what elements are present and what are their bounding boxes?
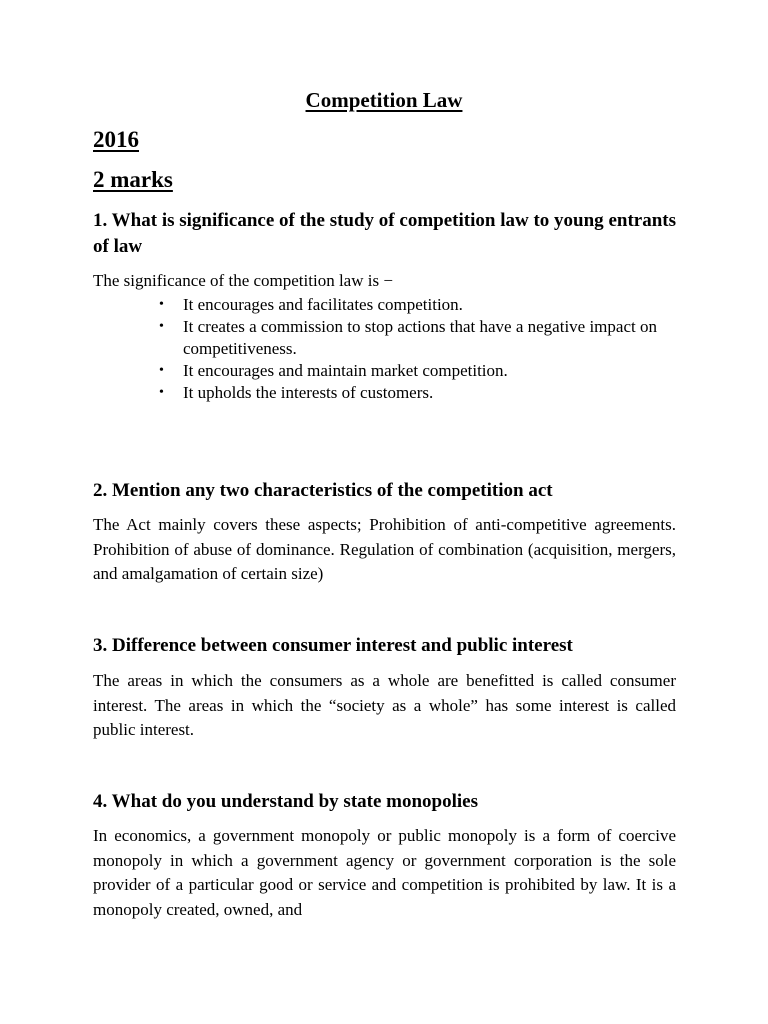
document-title — [0, 88, 768, 113]
bullet-item — [159, 360, 678, 382]
bullet-item — [159, 316, 678, 360]
bullet-text: It upholds the interests of customers. — [183, 383, 434, 402]
question-1: 1. What is significance of the study of competition law to young entrants of law — [93, 210, 676, 257]
bullet-text: It creates a commission to stop actions that have a negative impact on competitiveness. — [183, 317, 657, 358]
bullet-icon: • — [159, 319, 164, 334]
marks-heading: 2 marks — [93, 167, 173, 192]
question-2: 2. Mention any two characteristics of the competition act — [93, 480, 553, 501]
year-heading: 2016 — [93, 127, 139, 152]
answer-1-intro: The significance of the competition law is − — [93, 271, 393, 290]
answer-4: In economics, a government monopoly or public monopoly is a form of coercive monopoly in which a government agency or government corporation is the sole provider of a particular good or service and competition is prohibited by law. It is a monopoly created, owned, and — [93, 826, 676, 919]
bullet-item — [159, 382, 678, 404]
question-4: 4. What do you understand by state monopolies — [93, 791, 479, 812]
bullet-text: It encourages and facilitates competition. — [183, 295, 463, 314]
answer-1-bullet-list — [159, 294, 678, 404]
bullet-icon: • — [159, 297, 164, 312]
bullet-icon: • — [159, 363, 164, 378]
answer-3: The areas in which the consumers as a whole are benefitted is called consumer interest. The areas in which the “society as a whole” has some interest is called public interest. — [93, 671, 676, 739]
question-3: 3. Difference between consumer interest and public interest — [93, 635, 573, 656]
bullet-text: It encourages and maintain market competition. — [183, 361, 508, 380]
document-title-text: Competition Law — [305, 88, 463, 112]
bullet-icon: • — [159, 385, 164, 400]
answer-2: The Act mainly covers these aspects; Prohibition of anti-competitive agreements. Prohibition of abuse of dominance. Regulation of combination (acquisition, mergers, and amalgamation of certain size) — [93, 515, 676, 583]
bullet-item — [159, 294, 678, 316]
